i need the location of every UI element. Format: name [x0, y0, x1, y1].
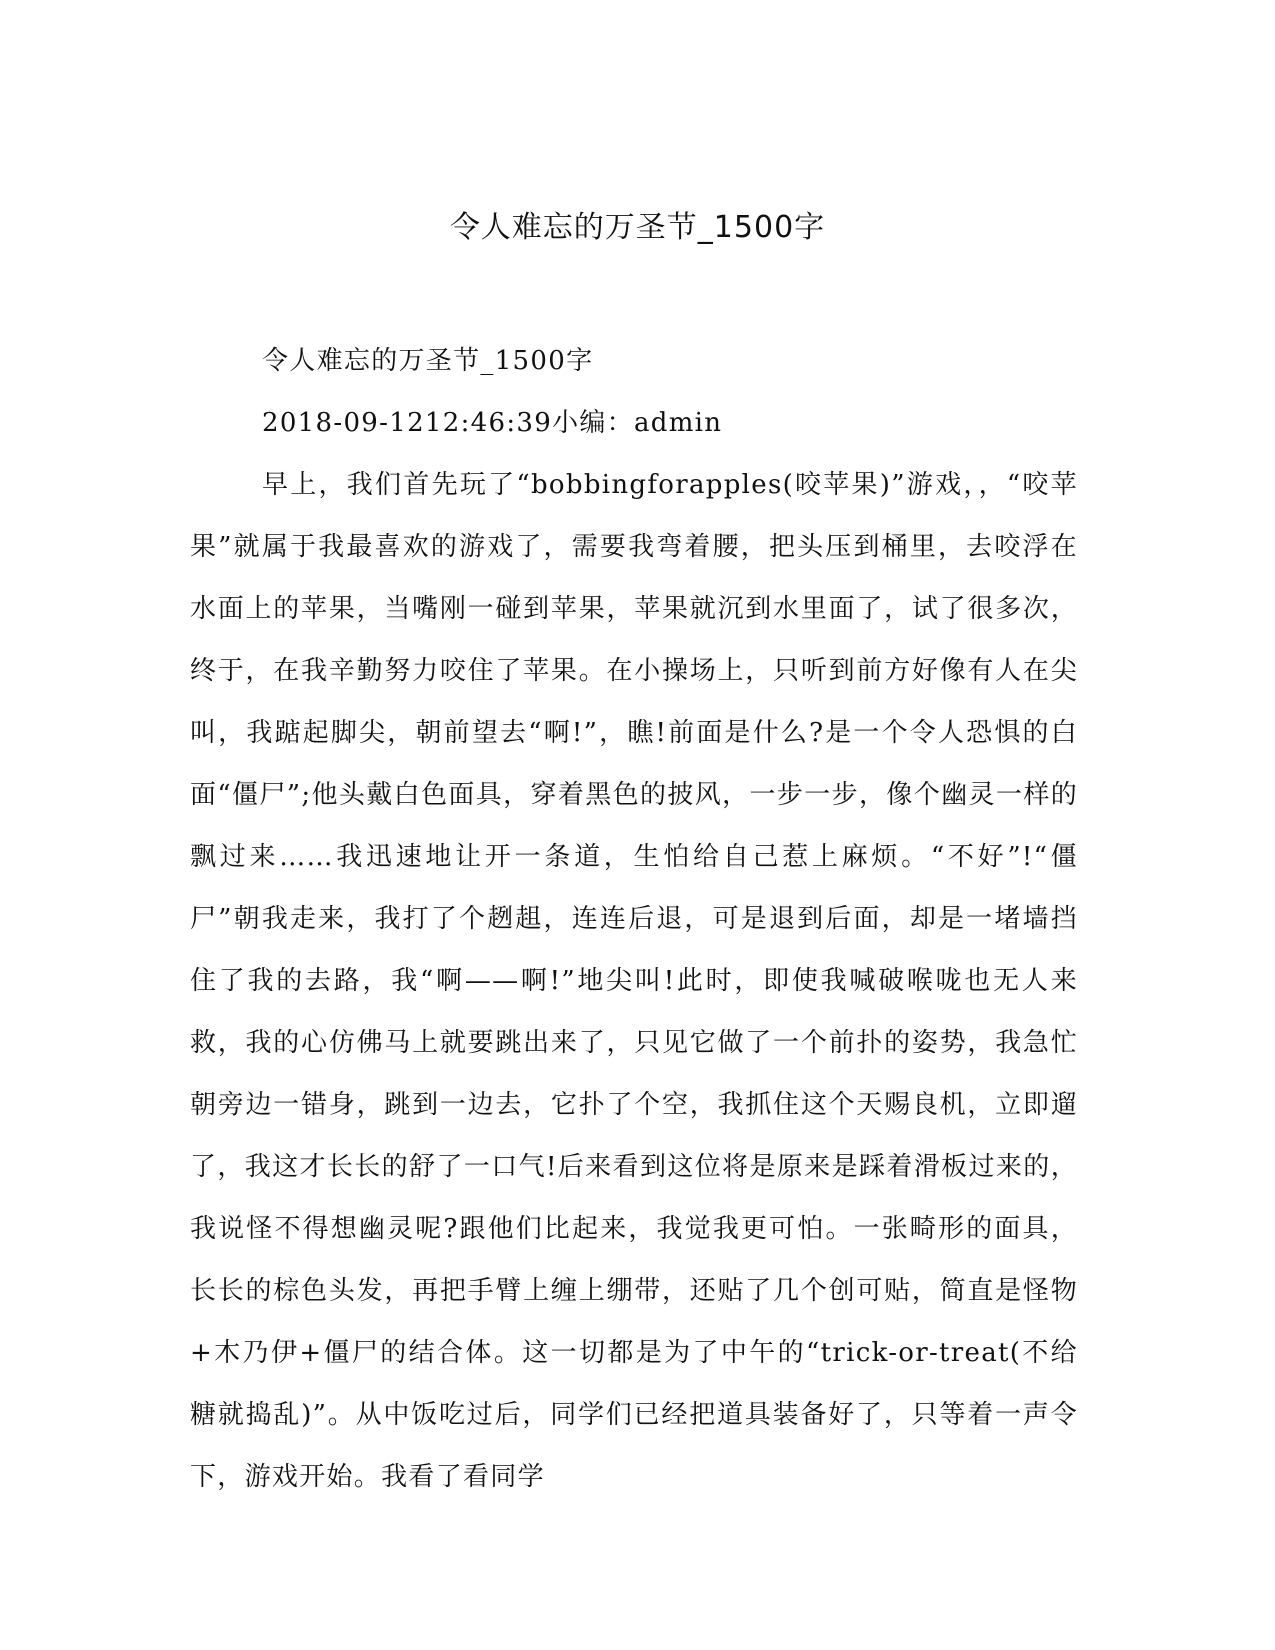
paragraph-1: 早上，我们首先玩了“bobbingforapples(咬苹果)”游戏，，“咬苹果”就属于我最喜欢的游戏了，需要我弯着腰，把头压到桶里，去咬浮在水面上的苹果，当嘴刚一碰到苹果，苹果就沉到水里面了，试了很多次，终于，在我辛勤努力咬住了苹果。在小操场上，只听到前方好像有人在尖叫，我踮起脚尖，朝前望去“啊!”，瞧!前面是什么?是一个令人恐惧的白面“僵尸”;他头戴白色面具，穿着黑色的披风，一步一步，像个幽灵一样的飘过来……我迅速地让开一条道，生怕给自己惹上麻烦。“不好”!“僵尸”朝我走来，我打了个趔趄，连连后退，可是退到后面，却是一堵墙挡住了我的去路，我“啊——啊!”地尖叫!此时，即使我喊破喉咙也无人来救，我的心仿佛马上就要跳出来了，只见它做了一个前扑的姿势，我急忙朝旁边一错身，跳到一边去，它扑了个空，我抓住这个天赐良机，立即遛了，我这才长长的舒了一口气!后来看到这位将是原来是踩着滑板过来的，我说怪不得想幽灵呢?跟他们比起来，我觉我更可怕。一张畸形的面具，长长的棕色头发，再把手臂上缠上绷带，还贴了几个创可贴，简直是怪物+木乃伊+僵尸的结合体。这一切都是为了中午的“trick-or-treat(不给糖就捣乱)”。从中饭吃过后，同学们已经把道具装备好了，只等着一声令下，游戏开始。我看了看同学 — [190, 470, 1078, 1492]
document-title: 令人难忘的万圣节_1500字 — [449, 210, 826, 245]
article-meta: 2018-09-1212:46:39小编：admin — [262, 408, 723, 438]
document-body — [190, 330, 1078, 1508]
article-subtitle: 令人难忘的万圣节_1500字 — [262, 346, 594, 376]
